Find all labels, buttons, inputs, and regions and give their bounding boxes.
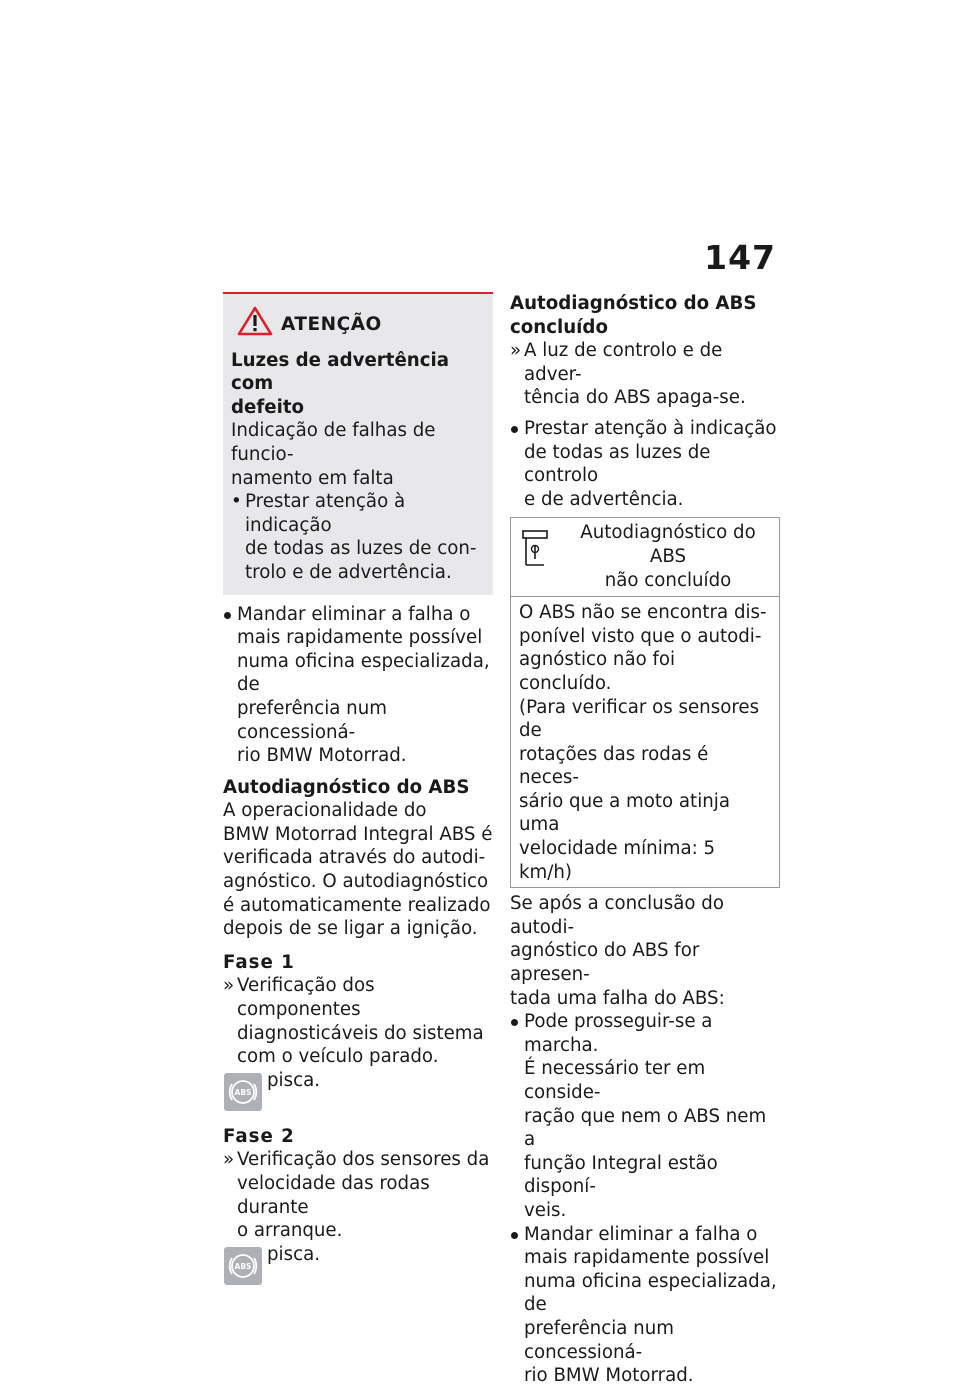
repair-action: [223, 603, 493, 768]
section-heading: Autodiagnóstico do ABS: [510, 293, 757, 314]
abs-warning-light-icon: [224, 1073, 262, 1111]
paragraph-line: é automaticamente realizado: [223, 894, 491, 916]
blink-text: pisca.: [267, 1069, 320, 1091]
action-line: preferência num concessioná-: [524, 1317, 674, 1363]
step-line: Verificação dos sensores da: [237, 1149, 490, 1171]
info-line: agnóstico não foi concluído.: [519, 649, 676, 694]
abs-warning-light-icon: [224, 1247, 262, 1285]
result-marker: »: [223, 1149, 235, 1171]
action-dot: [224, 612, 231, 619]
phase-1-step: [223, 974, 493, 1068]
action-dot: [511, 1232, 518, 1239]
step-line: A luz de controlo e de adver-: [524, 340, 723, 385]
step-line: com o veículo parado.: [237, 1046, 439, 1068]
section-heading: Autodiagnóstico do ABS: [223, 776, 470, 798]
paragraph-line: verificada através do autodi-: [223, 847, 486, 869]
warning-text: namento em falta: [231, 467, 394, 489]
warning-text: Indicação de falhas de funcio-: [231, 420, 436, 465]
warning-title: ATENÇÃO: [281, 313, 382, 335]
warning-heading: Luzes de advertência com: [231, 349, 450, 395]
paragraph-line: tada uma falha do ABS:: [510, 987, 725, 1009]
bullet-line: trolo e de advertência.: [245, 561, 452, 583]
right-column: [510, 292, 780, 1388]
svg-text:ABS: ABS: [234, 1261, 252, 1271]
info-line: O ABS não se encontra dis-: [519, 602, 767, 624]
info-box-header: [511, 518, 779, 597]
info-line: rotações das rodas é neces-: [519, 743, 709, 789]
warning-header: [237, 306, 485, 343]
phase-1-title: Fase 1: [223, 951, 295, 973]
paragraph-line: depois de se ligar a ignição.: [223, 918, 478, 940]
warning-triangle-icon: [237, 306, 281, 343]
phase-2-step: [223, 1148, 493, 1242]
section-paragraph: [510, 892, 780, 1010]
bullet-line: Prestar atenção à indicação: [245, 491, 406, 536]
phase-2-indicator: [223, 1243, 493, 1289]
bullet-marker: •: [231, 491, 242, 513]
info-title-line: não concluído: [604, 569, 732, 591]
action-line: veis.: [524, 1199, 567, 1221]
info-box: [510, 517, 780, 888]
action-line: É necessário ter em conside-: [524, 1058, 706, 1103]
paragraph-line: agnóstico do ABS for apresen-: [510, 940, 700, 986]
phase-1-indicator: [223, 1069, 493, 1115]
svg-text:ABS: ABS: [234, 1087, 252, 1097]
action-line: e de advertência.: [524, 488, 684, 510]
action-line: Prestar atenção à indicação: [524, 417, 777, 439]
bullet-line: de todas as luzes de con-: [245, 538, 477, 560]
continue-action: [510, 1010, 780, 1222]
section-paragraph: [223, 799, 493, 941]
action-line: rio BMW Motorrad.: [524, 1365, 694, 1387]
repair-action: [510, 1223, 780, 1388]
info-line: (Para verificar os sensores de: [519, 696, 760, 742]
attention-action: [510, 417, 780, 511]
info-line: sário que a moto atinja uma: [519, 790, 730, 836]
left-column: [223, 292, 493, 1289]
phase-2-title: Fase 2: [223, 1125, 295, 1147]
action-line: preferência num concessioná-: [237, 697, 387, 743]
result-step: [510, 339, 780, 410]
paragraph-line: A operacionalidade do: [223, 800, 427, 822]
section-heading: concluído: [510, 316, 608, 338]
action-line: numa oficina especializada, de: [524, 1270, 777, 1316]
action-line: de todas as luzes de controlo: [524, 441, 711, 487]
paragraph-line: BMW Motorrad Integral ABS é: [223, 823, 493, 845]
info-box-body: [511, 597, 779, 887]
paragraph-line: Se após a conclusão do autodi-: [510, 893, 724, 938]
step-line: tência do ABS apaga-se.: [524, 387, 746, 409]
warning-heading: defeito: [231, 396, 305, 418]
action-line: mais rapidamente possível: [524, 1247, 770, 1269]
result-marker: »: [223, 975, 235, 997]
page-number: 147: [704, 238, 776, 277]
action-line: Pode prosseguir-se a marcha.: [524, 1011, 713, 1056]
info-note-icon: [521, 521, 563, 592]
action-line: ração que nem o ABS nem a: [524, 1105, 767, 1151]
warning-bullet: [231, 490, 485, 584]
action-line: mais rapidamente possível: [237, 627, 483, 649]
action-line: Mandar eliminar a falha o: [237, 603, 471, 625]
step-line: velocidade das rodas durante: [237, 1173, 430, 1218]
action-dot: [511, 426, 518, 433]
action-line: rio BMW Motorrad.: [237, 745, 407, 767]
step-line: Verificação dos componentes: [237, 975, 375, 1021]
info-line: ponível visto que o autodi-: [519, 625, 762, 647]
result-marker: »: [510, 340, 522, 362]
info-box-title: [563, 521, 773, 592]
blink-text: pisca.: [267, 1243, 320, 1265]
info-title-line: Autodiagnóstico do ABS: [580, 522, 756, 567]
action-line: função Integral estão disponí-: [524, 1152, 718, 1198]
action-line: numa oficina especializada, de: [237, 650, 490, 696]
paragraph-line: agnóstico. O autodiagnóstico: [223, 871, 489, 893]
warning-box: [223, 292, 493, 595]
step-line: o arranque.: [237, 1220, 343, 1242]
info-line: velocidade mínima: 5 km/h): [519, 838, 716, 883]
step-line: diagnosticáveis do sistema: [237, 1022, 484, 1044]
action-line: Mandar eliminar a falha o: [524, 1223, 758, 1245]
action-dot: [511, 1019, 518, 1026]
